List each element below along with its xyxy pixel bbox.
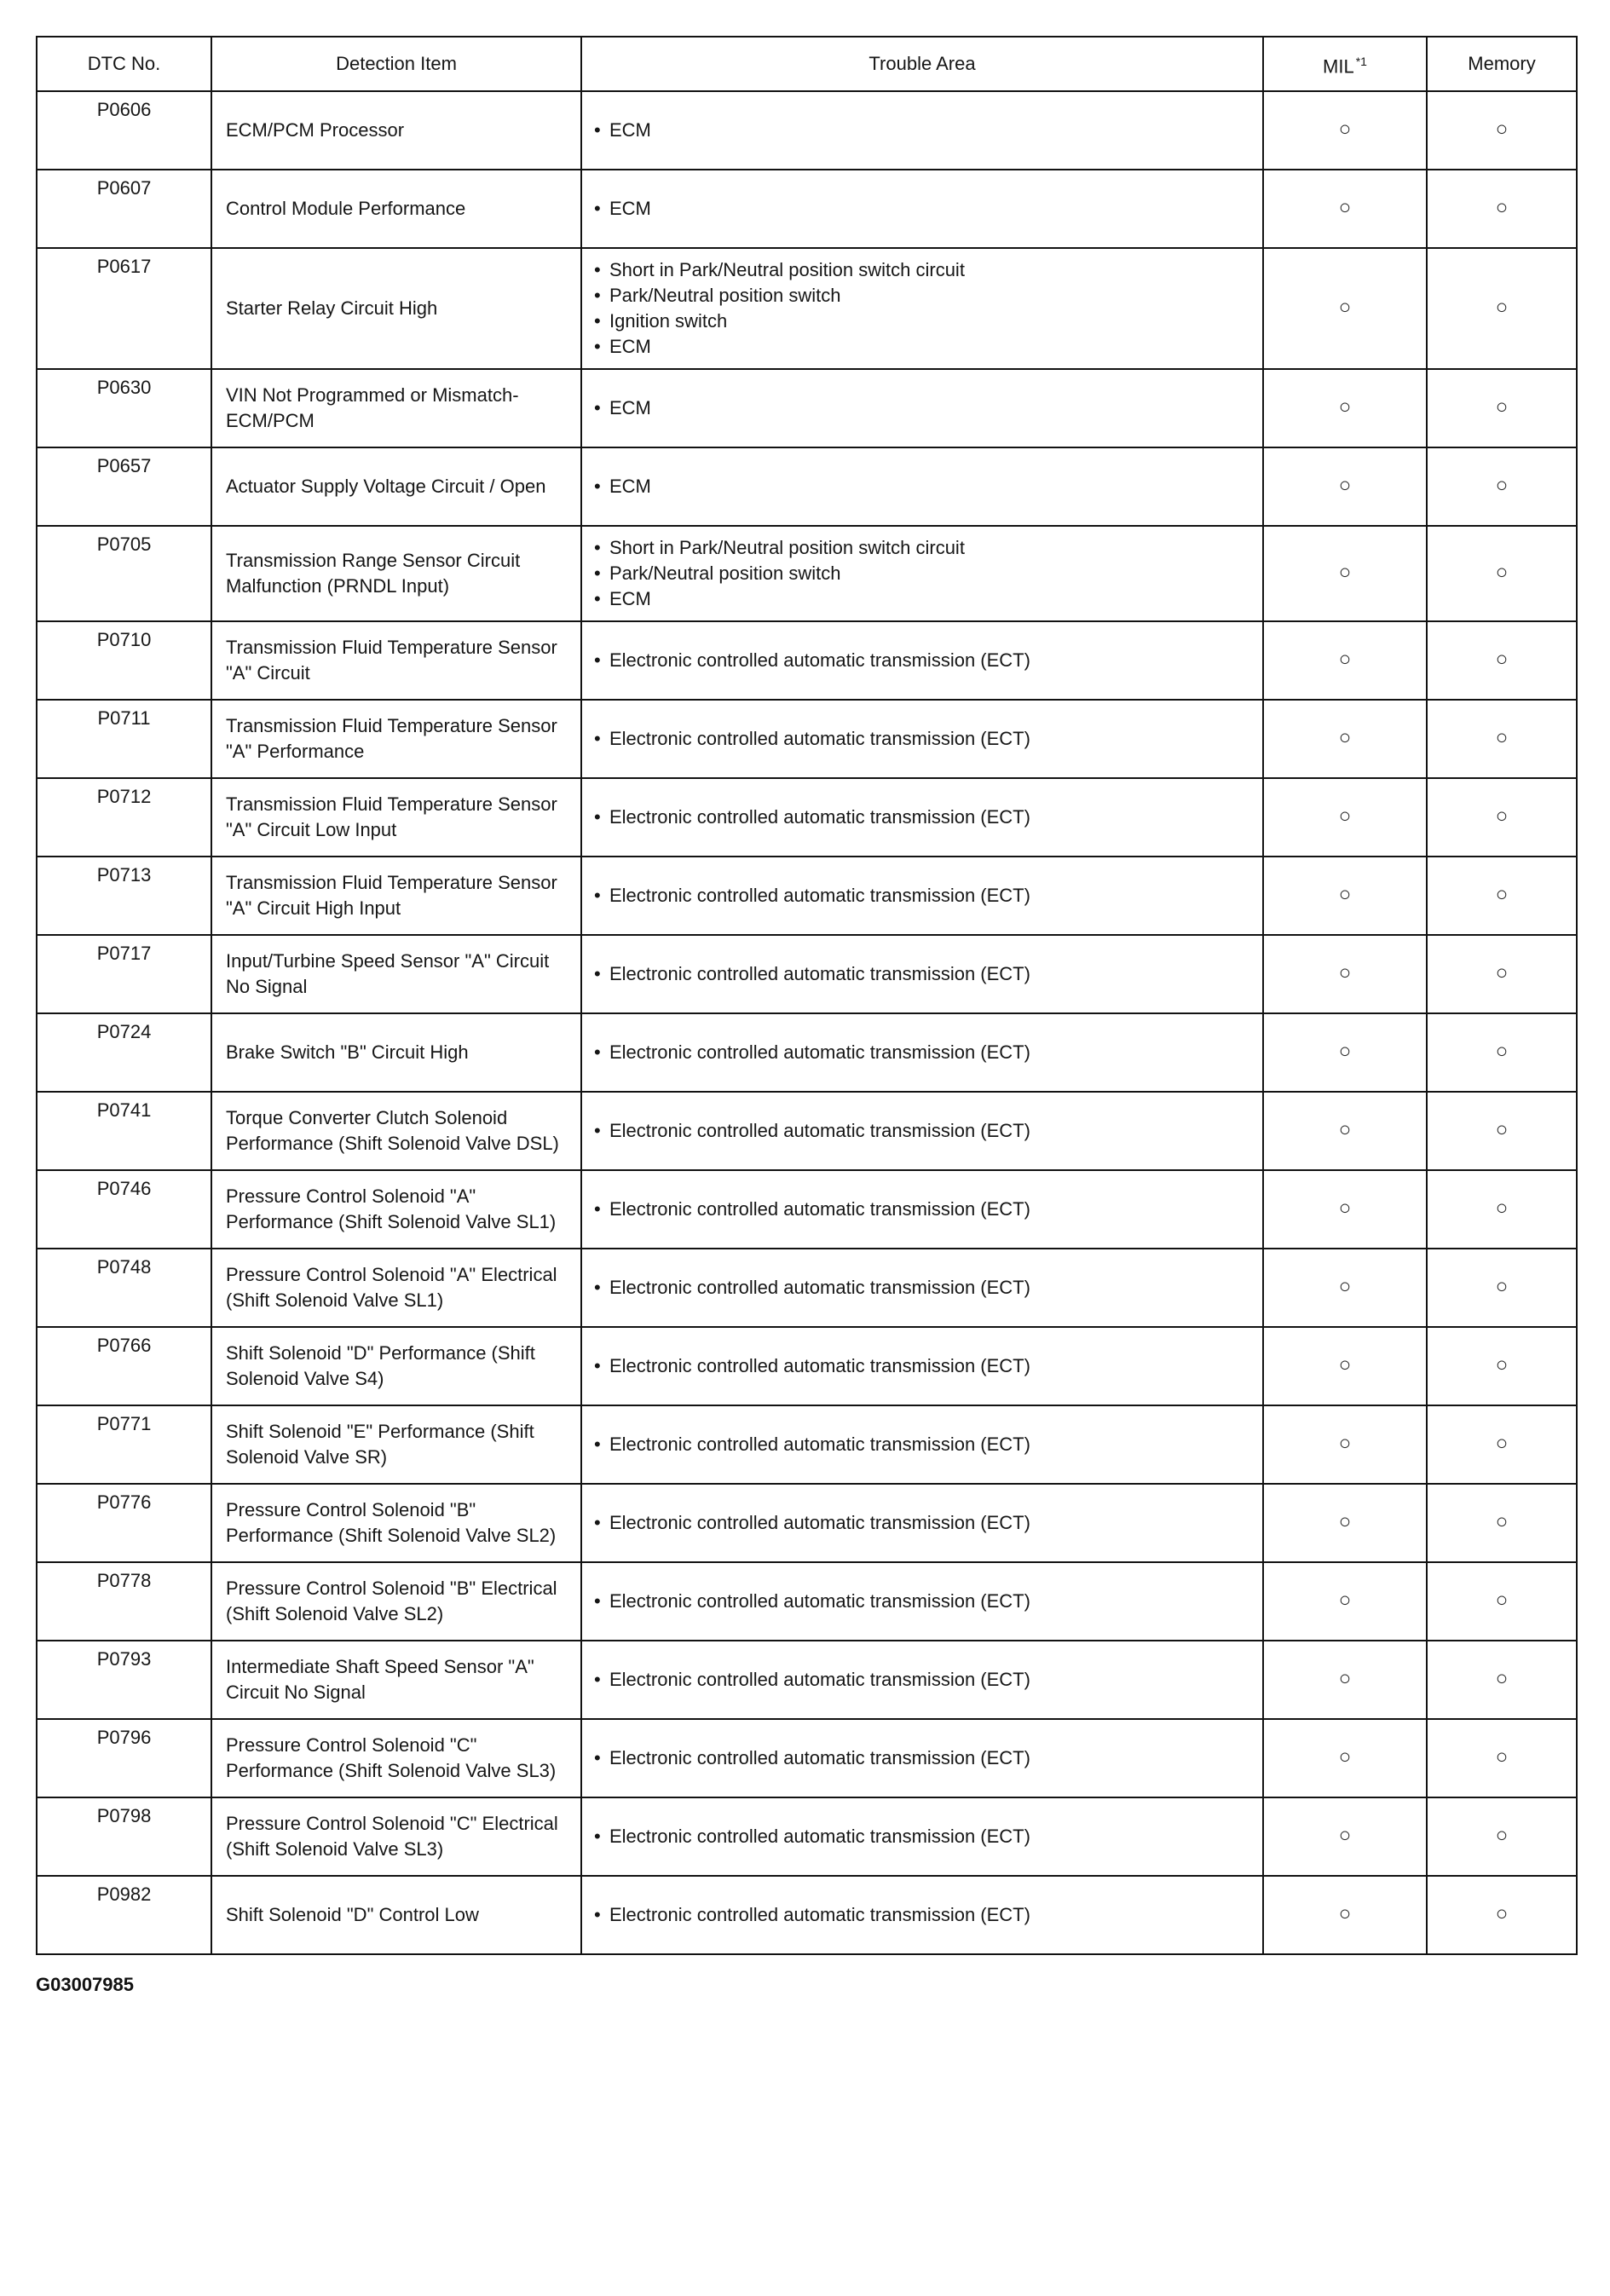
- table-row: [37, 700, 1577, 778]
- dtc-code: P0796: [37, 1719, 211, 1797]
- trouble-area: [581, 1641, 1263, 1719]
- trouble-area-item: • Electronic controlled automatic transmission (ECT): [592, 1824, 1252, 1849]
- memory-circle-icon: ○: [1495, 1197, 1509, 1220]
- mil-cell: [1263, 1013, 1427, 1092]
- trouble-area: [581, 447, 1263, 526]
- detection-item: Transmission Fluid Temperature Sensor "A" Circuit High Input: [211, 857, 581, 935]
- memory-cell: [1427, 1092, 1577, 1170]
- mil-cell: [1263, 248, 1427, 369]
- trouble-area-item: • Electronic controlled automatic transmission (ECT): [592, 883, 1252, 909]
- memory-circle-icon: ○: [1495, 1824, 1509, 1847]
- trouble-area: [581, 1249, 1263, 1327]
- memory-circle-icon: ○: [1495, 1902, 1509, 1925]
- table-row: [37, 1170, 1577, 1249]
- trouble-area-item: • Park/Neutral position switch: [592, 561, 1252, 586]
- memory-cell: [1427, 1797, 1577, 1876]
- detection-item: Brake Switch "B" Circuit High: [211, 1013, 581, 1092]
- memory-circle-icon: ○: [1495, 1353, 1509, 1376]
- trouble-area: [581, 1719, 1263, 1797]
- dtc-code: P0771: [37, 1405, 211, 1484]
- dtc-code: P0606: [37, 91, 211, 170]
- detection-item: Actuator Supply Voltage Circuit / Open: [211, 447, 581, 526]
- detection-item: Starter Relay Circuit High: [211, 248, 581, 369]
- trouble-area: [581, 1562, 1263, 1641]
- mil-cell: [1263, 1092, 1427, 1170]
- trouble-area: [581, 700, 1263, 778]
- mil-circle-icon: ○: [1338, 1589, 1352, 1612]
- trouble-area-item: • ECM: [592, 586, 1252, 612]
- table-row: [37, 1249, 1577, 1327]
- detection-item: Pressure Control Solenoid "B" Performance (Shift Solenoid Valve SL2): [211, 1484, 581, 1562]
- mil-circle-icon: ○: [1338, 648, 1352, 671]
- trouble-area-item: • ECM: [592, 118, 1252, 143]
- mil-cell: [1263, 170, 1427, 248]
- mil-cell: [1263, 91, 1427, 170]
- dtc-code: P0710: [37, 621, 211, 700]
- detection-item: Torque Converter Clutch Solenoid Performance (Shift Solenoid Valve DSL): [211, 1092, 581, 1170]
- header-memory: Memory: [1427, 37, 1577, 91]
- mil-circle-icon: ○: [1338, 726, 1352, 749]
- table-row: [37, 1013, 1577, 1092]
- trouble-area: [581, 935, 1263, 1013]
- dtc-code: P0748: [37, 1249, 211, 1327]
- mil-cell: [1263, 447, 1427, 526]
- table-row: [37, 621, 1577, 700]
- mil-circle-icon: ○: [1338, 1510, 1352, 1533]
- dtc-code: P0617: [37, 248, 211, 369]
- detection-item: Input/Turbine Speed Sensor "A" Circuit No Signal: [211, 935, 581, 1013]
- trouble-area-item: • ECM: [592, 395, 1252, 421]
- trouble-area-item: • Electronic controlled automatic transmission (ECT): [592, 1510, 1252, 1536]
- memory-circle-icon: ○: [1495, 1275, 1509, 1298]
- table-row: [37, 1719, 1577, 1797]
- trouble-area-item: • Short in Park/Neutral position switch circuit: [592, 535, 1252, 561]
- mil-circle-icon: ○: [1338, 1275, 1352, 1298]
- trouble-area: [581, 1405, 1263, 1484]
- detection-item: Pressure Control Solenoid "A" Electrical (Shift Solenoid Valve SL1): [211, 1249, 581, 1327]
- memory-circle-icon: ○: [1495, 1432, 1509, 1455]
- table-row: [37, 170, 1577, 248]
- dtc-code: P0630: [37, 369, 211, 447]
- table-row: [37, 526, 1577, 621]
- memory-circle-icon: ○: [1495, 961, 1509, 984]
- detection-item: Transmission Fluid Temperature Sensor "A" Performance: [211, 700, 581, 778]
- table-row: [37, 248, 1577, 369]
- trouble-area-item: • Short in Park/Neutral position switch circuit: [592, 257, 1252, 283]
- memory-cell: [1427, 1170, 1577, 1249]
- memory-cell: [1427, 1249, 1577, 1327]
- trouble-area-item: • Electronic controlled automatic transmission (ECT): [592, 1040, 1252, 1065]
- trouble-area-item: • Electronic controlled automatic transmission (ECT): [592, 726, 1252, 752]
- trouble-area-item: • Electronic controlled automatic transmission (ECT): [592, 1432, 1252, 1457]
- memory-circle-icon: ○: [1495, 726, 1509, 749]
- trouble-area: [581, 778, 1263, 857]
- memory-circle-icon: ○: [1495, 1667, 1509, 1690]
- dtc-code: P0717: [37, 935, 211, 1013]
- memory-cell: [1427, 621, 1577, 700]
- dtc-code: P0657: [37, 447, 211, 526]
- detection-item: Pressure Control Solenoid "A" Performance (Shift Solenoid Valve SL1): [211, 1170, 581, 1249]
- header-detection-item: Detection Item: [211, 37, 581, 91]
- dtc-code: P0724: [37, 1013, 211, 1092]
- memory-circle-icon: ○: [1495, 648, 1509, 671]
- trouble-area: [581, 369, 1263, 447]
- mil-cell: [1263, 1797, 1427, 1876]
- memory-circle-icon: ○: [1495, 395, 1509, 418]
- mil-circle-icon: ○: [1338, 1353, 1352, 1376]
- trouble-area-item: • Electronic controlled automatic transmission (ECT): [592, 1118, 1252, 1144]
- memory-circle-icon: ○: [1495, 1745, 1509, 1768]
- trouble-area: [581, 1876, 1263, 1954]
- memory-cell: [1427, 369, 1577, 447]
- memory-cell: [1427, 170, 1577, 248]
- trouble-area-item: • Ignition switch: [592, 309, 1252, 334]
- memory-cell: [1427, 1641, 1577, 1719]
- header-row: [37, 37, 1577, 91]
- mil-circle-icon: ○: [1338, 561, 1352, 584]
- mil-circle-icon: ○: [1338, 296, 1352, 319]
- memory-cell: [1427, 1484, 1577, 1562]
- memory-cell: [1427, 526, 1577, 621]
- memory-circle-icon: ○: [1495, 1118, 1509, 1141]
- table-row: [37, 1797, 1577, 1876]
- dtc-code: P0712: [37, 778, 211, 857]
- trouble-area-item: • Electronic controlled automatic transmission (ECT): [592, 961, 1252, 987]
- mil-circle-icon: ○: [1338, 961, 1352, 984]
- dtc-code: P0798: [37, 1797, 211, 1876]
- detection-item: Transmission Fluid Temperature Sensor "A" Circuit Low Input: [211, 778, 581, 857]
- memory-cell: [1427, 778, 1577, 857]
- mil-circle-icon: ○: [1338, 1432, 1352, 1455]
- mil-cell: [1263, 1641, 1427, 1719]
- trouble-area-item: • Electronic controlled automatic transmission (ECT): [592, 1353, 1252, 1379]
- table-row: [37, 1092, 1577, 1170]
- trouble-area-item: • Electronic controlled automatic transmission (ECT): [592, 1902, 1252, 1928]
- mil-cell: [1263, 1170, 1427, 1249]
- detection-item: Intermediate Shaft Speed Sensor "A" Circuit No Signal: [211, 1641, 581, 1719]
- mil-cell: [1263, 778, 1427, 857]
- memory-cell: [1427, 700, 1577, 778]
- mil-cell: [1263, 1484, 1427, 1562]
- trouble-area: [581, 248, 1263, 369]
- memory-cell: [1427, 91, 1577, 170]
- trouble-area: [581, 91, 1263, 170]
- table-row: [37, 447, 1577, 526]
- trouble-area-item: • Electronic controlled automatic transmission (ECT): [592, 1275, 1252, 1301]
- mil-circle-icon: ○: [1338, 1040, 1352, 1063]
- mil-cell: [1263, 1327, 1427, 1405]
- trouble-area: [581, 1092, 1263, 1170]
- trouble-area-item: • Electronic controlled automatic transmission (ECT): [592, 648, 1252, 673]
- mil-cell: [1263, 700, 1427, 778]
- trouble-area: [581, 1013, 1263, 1092]
- dtc-table: [36, 36, 1578, 1955]
- dtc-code: P0982: [37, 1876, 211, 1954]
- trouble-area: [581, 1327, 1263, 1405]
- trouble-area-item: • ECM: [592, 196, 1252, 222]
- table-row: [37, 369, 1577, 447]
- memory-cell: [1427, 1876, 1577, 1954]
- dtc-code: P0607: [37, 170, 211, 248]
- detection-item: Pressure Control Solenoid "B" Electrical (Shift Solenoid Valve SL2): [211, 1562, 581, 1641]
- table-row: [37, 1327, 1577, 1405]
- dtc-code: P0741: [37, 1092, 211, 1170]
- header-mil-footnote: *1: [1355, 54, 1367, 68]
- memory-circle-icon: ○: [1495, 296, 1509, 319]
- memory-circle-icon: ○: [1495, 1510, 1509, 1533]
- memory-circle-icon: ○: [1495, 561, 1509, 584]
- trouble-area: [581, 621, 1263, 700]
- table-row: [37, 1562, 1577, 1641]
- dtc-code: P0778: [37, 1562, 211, 1641]
- mil-circle-icon: ○: [1338, 196, 1352, 219]
- header-mil: [1263, 37, 1427, 91]
- mil-cell: [1263, 369, 1427, 447]
- dtc-code: P0746: [37, 1170, 211, 1249]
- memory-circle-icon: ○: [1495, 1040, 1509, 1063]
- table-row: [37, 857, 1577, 935]
- memory-cell: [1427, 1562, 1577, 1641]
- dtc-code: P0711: [37, 700, 211, 778]
- detection-item: Shift Solenoid "E" Performance (Shift Solenoid Valve SR): [211, 1405, 581, 1484]
- trouble-area-item: • Electronic controlled automatic transmission (ECT): [592, 1197, 1252, 1222]
- detection-item: Shift Solenoid "D" Control Low: [211, 1876, 581, 1954]
- memory-cell: [1427, 447, 1577, 526]
- table-row: [37, 91, 1577, 170]
- table-row: [37, 935, 1577, 1013]
- trouble-area: [581, 1170, 1263, 1249]
- mil-circle-icon: ○: [1338, 118, 1352, 141]
- trouble-area: [581, 170, 1263, 248]
- dtc-code: P0713: [37, 857, 211, 935]
- table-row: [37, 1876, 1577, 1954]
- detection-item: VIN Not Programmed or Mismatch- ECM/PCM: [211, 369, 581, 447]
- mil-circle-icon: ○: [1338, 883, 1352, 906]
- header-mil-label: MIL: [1323, 55, 1354, 78]
- memory-circle-icon: ○: [1495, 883, 1509, 906]
- mil-circle-icon: ○: [1338, 805, 1352, 828]
- mil-cell: [1263, 1249, 1427, 1327]
- memory-cell: [1427, 857, 1577, 935]
- mil-cell: [1263, 1876, 1427, 1954]
- mil-cell: [1263, 1405, 1427, 1484]
- mil-circle-icon: ○: [1338, 1824, 1352, 1847]
- trouble-area-item: • Electronic controlled automatic transmission (ECT): [592, 805, 1252, 830]
- trouble-area-item: • Electronic controlled automatic transmission (ECT): [592, 1745, 1252, 1771]
- mil-circle-icon: ○: [1338, 1745, 1352, 1768]
- mil-circle-icon: ○: [1338, 1118, 1352, 1141]
- memory-cell: [1427, 1405, 1577, 1484]
- mil-circle-icon: ○: [1338, 1667, 1352, 1690]
- mil-cell: [1263, 1719, 1427, 1797]
- trouble-area: [581, 1797, 1263, 1876]
- mil-cell: [1263, 857, 1427, 935]
- memory-circle-icon: ○: [1495, 474, 1509, 497]
- dtc-code: P0705: [37, 526, 211, 621]
- memory-cell: [1427, 1719, 1577, 1797]
- memory-cell: [1427, 935, 1577, 1013]
- header-dtc-no: DTC No.: [37, 37, 211, 91]
- figure-id: G03007985: [36, 1974, 134, 1995]
- trouble-area-item: • ECM: [592, 474, 1252, 499]
- detection-item: Transmission Fluid Temperature Sensor "A" Circuit: [211, 621, 581, 700]
- memory-cell: [1427, 248, 1577, 369]
- table-row: [37, 1405, 1577, 1484]
- memory-circle-icon: ○: [1495, 1589, 1509, 1612]
- memory-cell: [1427, 1327, 1577, 1405]
- table-row: [37, 1641, 1577, 1719]
- header-trouble-area: Trouble Area: [581, 37, 1263, 91]
- trouble-area-item: • Park/Neutral position switch: [592, 283, 1252, 309]
- trouble-area: [581, 857, 1263, 935]
- detection-item: Transmission Range Sensor Circuit Malfunction (PRNDL Input): [211, 526, 581, 621]
- detection-item: Control Module Performance: [211, 170, 581, 248]
- detection-item: Shift Solenoid "D" Performance (Shift Solenoid Valve S4): [211, 1327, 581, 1405]
- detection-item: Pressure Control Solenoid "C" Performance (Shift Solenoid Valve SL3): [211, 1719, 581, 1797]
- memory-circle-icon: ○: [1495, 196, 1509, 219]
- mil-circle-icon: ○: [1338, 1902, 1352, 1925]
- trouble-area: [581, 1484, 1263, 1562]
- mil-circle-icon: ○: [1338, 1197, 1352, 1220]
- trouble-area-item: • ECM: [592, 334, 1252, 360]
- dtc-code: P0766: [37, 1327, 211, 1405]
- detection-item: Pressure Control Solenoid "C" Electrical (Shift Solenoid Valve SL3): [211, 1797, 581, 1876]
- memory-cell: [1427, 1013, 1577, 1092]
- trouble-area-item: • Electronic controlled automatic transmission (ECT): [592, 1589, 1252, 1614]
- memory-circle-icon: ○: [1495, 118, 1509, 141]
- mil-circle-icon: ○: [1338, 474, 1352, 497]
- table-row: [37, 1484, 1577, 1562]
- mil-cell: [1263, 621, 1427, 700]
- mil-cell: [1263, 1562, 1427, 1641]
- table-row: [37, 778, 1577, 857]
- dtc-code: P0793: [37, 1641, 211, 1719]
- trouble-area: [581, 526, 1263, 621]
- dtc-code: P0776: [37, 1484, 211, 1562]
- mil-circle-icon: ○: [1338, 395, 1352, 418]
- trouble-area-item: • Electronic controlled automatic transmission (ECT): [592, 1667, 1252, 1693]
- mil-cell: [1263, 526, 1427, 621]
- detection-item: ECM/PCM Processor: [211, 91, 581, 170]
- memory-circle-icon: ○: [1495, 805, 1509, 828]
- mil-cell: [1263, 935, 1427, 1013]
